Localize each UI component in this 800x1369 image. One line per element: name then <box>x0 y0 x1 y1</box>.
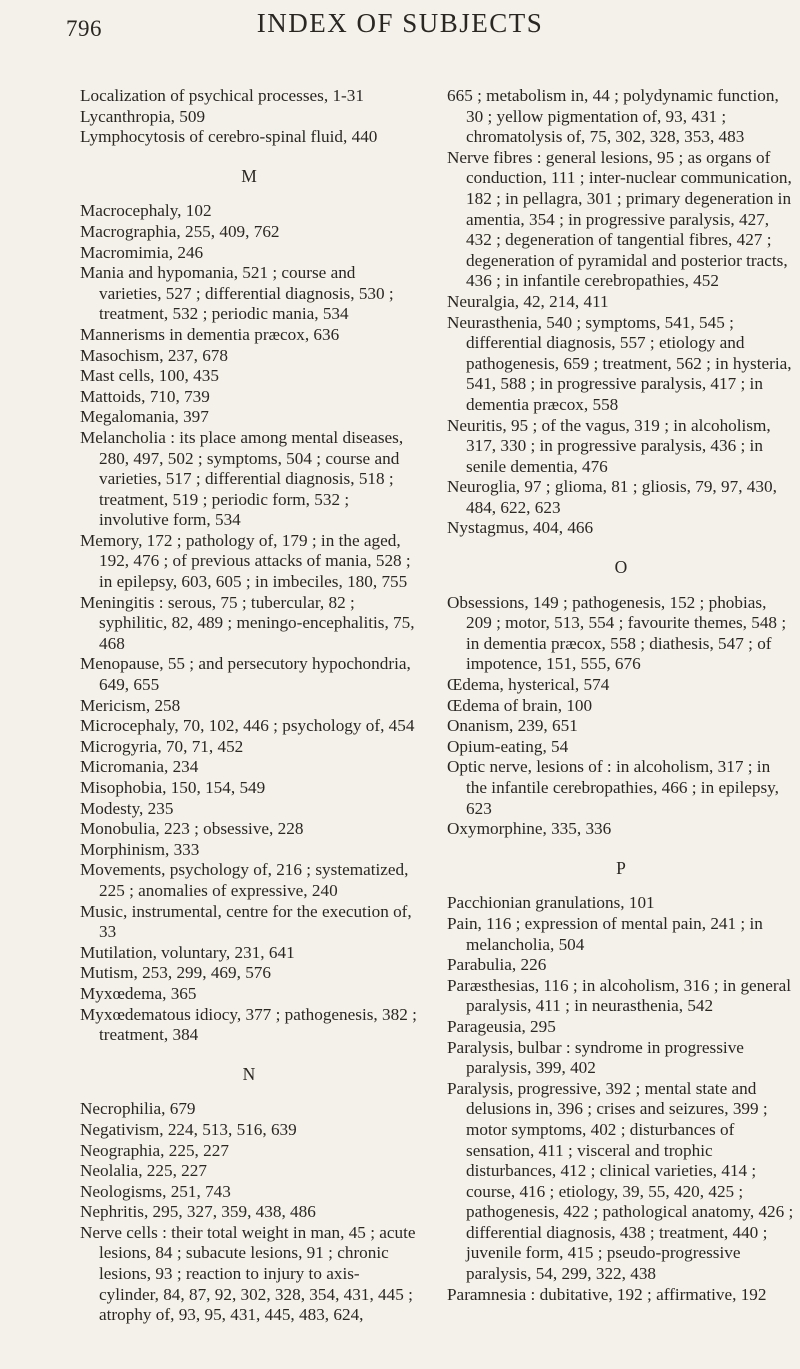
index-entry: Obsessions, 149 ; pathogenesis, 152 ; phobias, 209 ; motor, 513, 554 ; favourite themes, 548 ; in dementia præcox, 558 ; diathesis, 547 ; of impotence, 151, 555, 676 <box>447 592 787 674</box>
index-entry: Paramnesia : dubitative, 192 ; affirmative, 192 <box>447 1284 767 1304</box>
index-entry: Movements, psychology of, 216 ; systematized, 225 ; anomalies of expressive, 240 <box>80 860 409 900</box>
index-entry: Oxymorphine, 335, 336 <box>447 819 612 839</box>
index-entry: Parageusia, 295 <box>447 1016 556 1036</box>
index-entry: Macrographia, 255, 409, 762 <box>80 221 280 241</box>
index-entry: Lymphocytosis of cerebro-spinal fluid, 440 <box>80 127 378 147</box>
section-letter-m: M <box>241 165 257 186</box>
page-header <box>0 6 800 46</box>
index-entry: Macromimia, 246 <box>80 242 204 262</box>
index-entry: 665 ; metabolism in, 44 ; polydynamic function, 30 ; yellow pigmentation of, 93, 431 ; chromatolysis of, 75, 302, 328, 353, 483 <box>447 86 779 147</box>
index-entry: Mericism, 258 <box>80 695 181 715</box>
index-entry: Lycanthropia, 509 <box>80 106 206 126</box>
group-n <box>80 1099 418 1326</box>
running-title: INDEX OF SUBJECTS <box>256 8 544 38</box>
index-entry: Pacchionian granulations, 101 <box>447 893 655 913</box>
index-entry: Morphinism, 333 <box>80 839 200 859</box>
index-entry: Megalomania, 397 <box>80 407 209 427</box>
group-n-continued <box>447 86 795 539</box>
index-entry: Myxœdematous idiocy, 377 ; pathogenesis, 382 ; treatment, 384 <box>80 1004 417 1045</box>
group-p <box>447 893 795 1305</box>
right-column <box>447 86 795 1305</box>
index-entry: Opium-eating, 54 <box>447 736 569 756</box>
index-entry: Melancholia : its place among mental diseases, 280, 497, 502 ; symptoms, 504 ; course and varieties, 517 ; differential diagnosis, 518 ; treatment, 519 ; periodic form, 532 ; involutive form, 534 <box>80 427 404 530</box>
index-entry: Nerve fibres : general lesions, 95 ; as organs of conduction, 111 ; inter-nuclear communication, 182 ; in pellagra, 301 ; primary degeneration in amentia, 354 ; in progressive paralysis, 427, 432 ; degeneration of tangential fibres, 427 ; degeneration of pyramidal and posterior tracts, 436 ; in infantile cerebropathies, 452 <box>447 147 792 291</box>
index-entry: Meningitis : serous, 75 ; tubercular, 82 ; syphilitic, 82, 489 ; meningo-encephalitis, 75, 468 <box>80 592 415 653</box>
index-entry: Mutism, 253, 299, 469, 576 <box>80 963 271 983</box>
index-entry: Macrocephaly, 102 <box>80 201 212 221</box>
index-entry: Micromania, 234 <box>80 757 199 777</box>
index-entry: Paræsthesias, 116 ; in alcoholism, 316 ; in general paralysis, 411 ; in neurasthenia, 542 <box>447 975 792 1016</box>
group-l-tail <box>80 86 418 148</box>
index-entry: Optic nerve, lesions of : in alcoholism, 317 ; in the infantile cerebropathies, 466 ; in epilepsy, 623 <box>447 757 779 818</box>
section-letter-o: O <box>614 557 628 578</box>
index-entry: Paralysis, progressive, 392 ; mental state and delusions in, 396 ; crises and seizures, 399 ; motor symptoms, 402 ; disturbances of sensation, 411 ; visceral and trophic disturbances, 412 ; clinical varieties, 414 ; course, 416 ; etiology, 39, 55, 420, 425 ; pathogenesis, 422 ; pathological anatomy, 426 ; differential diagnosis, 438 ; treatment, 440 ; juvenile form, 415 ; pseudo-progressive paralysis, 54, 299, 322, 438 <box>447 1078 794 1284</box>
index-entry: Neuralgia, 42, 214, 411 <box>447 291 609 311</box>
group-o <box>447 593 795 840</box>
index-entry: Music, instrumental, centre for the execution of, 33 <box>80 901 412 942</box>
index-entry: Œdema of brain, 100 <box>447 695 593 715</box>
index-entry: Neuritis, 95 ; of the vagus, 319 ; in alcoholism, 317, 330 ; in progressive paralysis, 436 ; in senile dementia, 476 <box>447 415 771 476</box>
index-entry: Monobulia, 223 ; obsessive, 228 <box>80 819 304 839</box>
index-entry: Paralysis, bulbar : syndrome in progressive paralysis, 399, 402 <box>447 1037 744 1078</box>
section-letter-n: N <box>242 1063 256 1084</box>
index-entry: Nerve cells : their total weight in man, 45 ; acute lesions, 84 ; subacute lesions, 91 ; chronic lesions, 93 ; reaction to injury to axis-cylinder, 84, 87, 92, 302, 328, 354, 431, 445 ; atrophy of, 93, 95, 431, 445, 483, 624, <box>80 1222 416 1325</box>
index-entry: Pain, 116 ; expression of mental pain, 241 ; in melancholia, 504 <box>447 913 763 954</box>
index-entry: Mania and hypomania, 521 ; course and varieties, 527 ; differential diagnosis, 530 ; treatment, 532 ; periodic mania, 534 <box>80 263 394 324</box>
index-entry: Parabulia, 226 <box>447 955 547 975</box>
index-entry: Nystagmus, 404, 466 <box>447 518 594 538</box>
index-entry: Neographia, 225, 227 <box>80 1140 229 1160</box>
index-entry: Onanism, 239, 651 <box>447 716 578 736</box>
index-entry: Menopause, 55 ; and persecutory hypochondria, 649, 655 <box>80 654 411 695</box>
index-entry: Microcephaly, 70, 102, 446 ; psychology of, 454 <box>80 716 415 736</box>
index-entry: Necrophilia, 679 <box>80 1099 196 1119</box>
page-number: 796 <box>66 16 102 41</box>
index-entry: Neuroglia, 97 ; glioma, 81 ; gliosis, 79, 97, 430, 484, 622, 623 <box>447 477 777 517</box>
index-entry: Localization of psychical processes, 1-31 <box>80 86 364 105</box>
index-entry: Negativism, 224, 513, 516, 639 <box>80 1119 297 1139</box>
index-entry: Memory, 172 ; pathology of, 179 ; in the aged, 192, 476 ; of previous attacks of mania, 528 ; in epilepsy, 603, 605 ; in imbeciles, 180, 755 <box>80 530 411 592</box>
index-entry: Nephritis, 295, 327, 359, 438, 486 <box>80 1202 316 1222</box>
left-column <box>80 86 418 1326</box>
index-entry: Masochism, 237, 678 <box>80 345 228 365</box>
index-entry: Neolalia, 225, 227 <box>80 1161 207 1181</box>
index-entry: Myxœdema, 365 <box>80 983 197 1003</box>
section-letter-p: P <box>616 857 626 878</box>
index-entry: Œdema, hysterical, 574 <box>447 675 610 695</box>
index-entry: Mutilation, voluntary, 231, 641 <box>80 942 295 962</box>
index-entry: Microgyria, 70, 71, 452 <box>80 736 244 756</box>
index-entry: Mattoids, 710, 739 <box>80 386 210 406</box>
index-entry: Mannerisms in dementia præcox, 636 <box>80 324 340 344</box>
index-entry: Modesty, 235 <box>80 798 174 818</box>
index-entry: Mast cells, 100, 435 <box>80 366 219 386</box>
index-entry: Neologisms, 251, 743 <box>80 1181 231 1201</box>
index-entry: Misophobia, 150, 154, 549 <box>80 778 266 797</box>
index-entry: Neurasthenia, 540 ; symptoms, 541, 545 ; differential diagnosis, 557 ; etiology and pathogenesis, 659 ; treatment, 562 ; in hysteria, 541, 588 ; in progressive paralysis, 417 ; in dementia præcox, 558 <box>447 312 792 414</box>
group-m <box>80 201 418 1045</box>
